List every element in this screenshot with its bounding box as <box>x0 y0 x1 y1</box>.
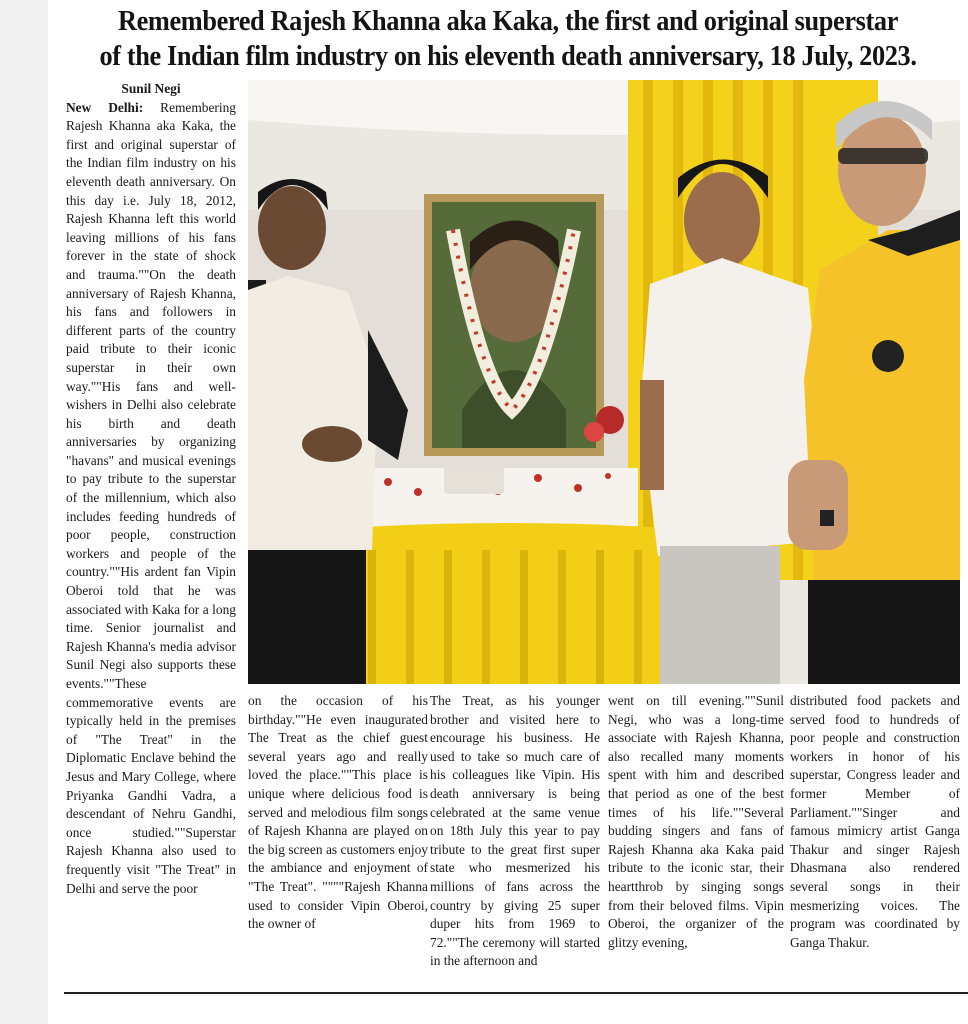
article-column-4 <box>608 692 784 952</box>
article-column-3 <box>430 692 600 971</box>
column-1-text: Remembering Rajesh Khanna aka Kaka, the first and original superstar of the Indian film industry on his eleventh death anniversary. On this day i.e. July 18, 2012, Rajesh Khanna left this world leaving millions of his fans forever in the state of shock and trauma.""On the death anniversary of Rajesh Khanna, his fans and followers in different parts of the country paid tribute to their iconic superstar in their own way.""His fans and well-wishers in Delhi also celebrate his birth and death anniversaries by organizing "havans" and musical evenings to pay tribute to the superstar of the millennium, which also includes feeding hundreds of poor people, construction workers and people of the country.""His ardent fan Vipin Oberoi told that he was associated with Kaka for a long time. Senior journalist and Rajesh Khanna's media advisor Sunil Negi also supports these events.""These commemorative events are typically held in the premises of "The Treat" in the Diplomatic Enclave behind the Jesus and Mary College, where Priyanka Gandhi Vadra, a descendant of Nehru Gandhi, once studied.""Superstar Rajesh Khanna also used to frequently visit "The Treat" in Delhi and serve the poor <box>66 99 236 896</box>
article-column-5 <box>790 692 960 952</box>
column-5-text: distributed food packets and served food to hundreds of poor people and construction workers in honor of his superstar, Congress leader and former Member of Parliament.""Singer and famous mimicry artist Ganga Thakur and singer Rajesh Dhasmana also rendered several songs in their mesmerizing voices. The program was coordinated by Ganga Thakur. <box>790 693 960 950</box>
headline-line-2: of the Indian film industry on his eleventh death anniversary, 18 July, 2023. <box>99 41 917 72</box>
byline: Sunil Negi <box>121 81 181 96</box>
column-3-text: The Treat, as his younger brother and visited here to encourage his business. He used to take so much care of his colleagues like Vipin. His death anniversary is being celebrated at the same venue on 18th July this year to pay tribute to the great first super state who mesmerized his millions of fans across the country by giving 25 super duper hits from 1969 to 72.""The ceremony will started in the afternoon and <box>430 693 600 969</box>
page-bottom-rule <box>64 992 968 994</box>
headline <box>85 4 931 74</box>
column-2-text: on the occasion of his birthday.""He even inaugurated The Treat as the chief guest several years ago and really loved the place.""This place is unique where delicious food is served and melodious film songs of Rajesh Khanna are played on the big screen as customers enjoy the ambiance and enjoyment of "The Treat". """"Rajesh Khanna used to consider Vipin Oberoi, the owner of <box>248 693 428 932</box>
dateline: New Delhi: <box>66 99 144 115</box>
event-photo <box>248 80 960 684</box>
column-4-text: went on till evening.""Sunil Negi, who was a long-time associate with Rajesh Khanna, also recalled many moments spent with him and described that period as one of the best times of his life.""Several budding singers and fans of Rajesh Khanna aka Kaka paid tribute to the iconic star, their heartthrob by singing songs from their beloved films. Vipin Oberoi, the organizer of the glitzy evening, <box>608 693 784 950</box>
page-margin <box>0 0 48 1024</box>
headline-line-1: Remembered Rajesh Khanna aka Kaka, the first and original superstar <box>117 6 899 37</box>
article-column-1 <box>66 80 236 898</box>
article-column-2 <box>248 692 428 934</box>
